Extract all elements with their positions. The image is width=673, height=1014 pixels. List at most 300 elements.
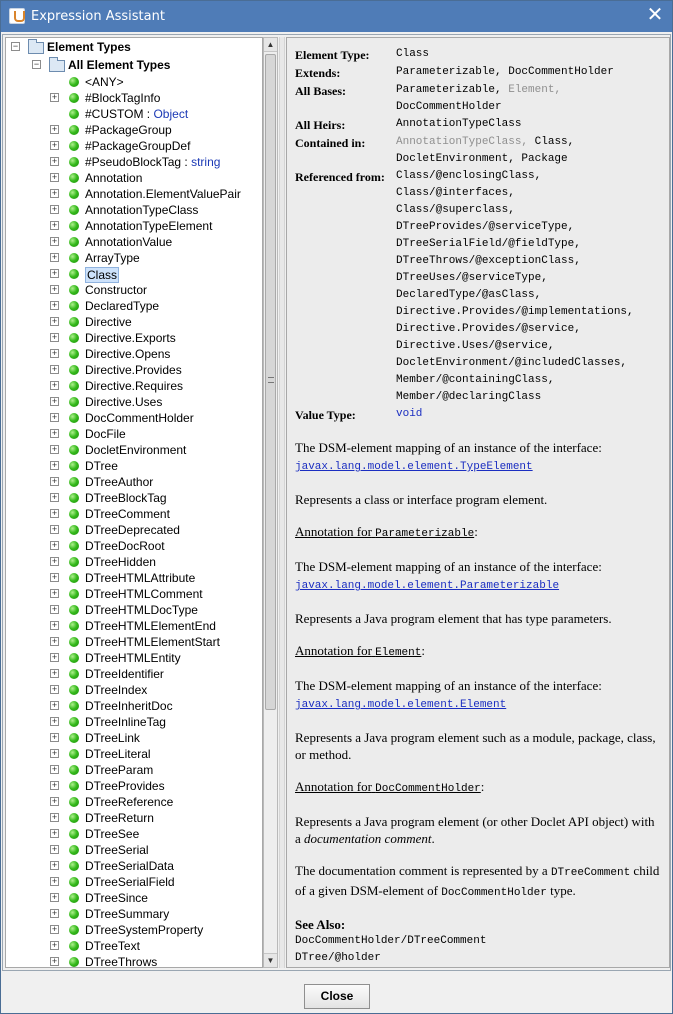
tree-item-label[interactable] bbox=[85, 219, 212, 233]
referenced-from-item: Member/@declaringClass bbox=[396, 391, 542, 403]
green-dot-icon bbox=[69, 173, 79, 183]
tree-item-label[interactable] bbox=[85, 779, 165, 793]
tree-item-label[interactable] bbox=[85, 619, 216, 633]
doc-comment-1: The documentation comment is represented by a bbox=[295, 863, 548, 878]
green-dot-icon bbox=[69, 93, 79, 103]
parameterizable-link[interactable]: javax.lang.model.element.Parameterizable bbox=[295, 580, 560, 592]
green-dot-icon bbox=[69, 253, 79, 263]
tree-item-label[interactable] bbox=[85, 475, 153, 489]
tree-item-label[interactable]: #PseudoBlockTag : string bbox=[85, 155, 221, 169]
contained-in-c: DocletEnvironment, Package bbox=[396, 153, 568, 165]
tree-item[interactable] bbox=[6, 154, 262, 170]
tree-item-label[interactable] bbox=[85, 763, 153, 777]
doccommentholder-description bbox=[295, 813, 661, 847]
expand-icon[interactable]: + bbox=[51, 764, 58, 774]
expand-icon[interactable]: + bbox=[51, 716, 58, 726]
tree-item-text: DTreeDeprecated bbox=[85, 523, 180, 537]
expand-icon[interactable]: + bbox=[51, 524, 58, 534]
tree-item[interactable] bbox=[6, 922, 262, 938]
annotation-for-text: Annotation for bbox=[295, 524, 372, 539]
green-dot-icon bbox=[69, 301, 79, 311]
contained-in-key: Contained in: bbox=[295, 136, 366, 150]
tree-item-label[interactable] bbox=[85, 651, 181, 665]
element-type-tree[interactable] bbox=[5, 37, 263, 968]
element-link[interactable]: javax.lang.model.element.Element bbox=[295, 699, 507, 711]
green-dot-icon bbox=[69, 429, 79, 439]
tree-item[interactable] bbox=[6, 474, 262, 490]
tree-item[interactable] bbox=[6, 250, 262, 266]
tree-item[interactable] bbox=[6, 650, 262, 666]
doc-comment-2: child of a given DSM-element of bbox=[295, 863, 660, 898]
tree-item-text: Directive.Uses bbox=[85, 395, 163, 409]
tree-item[interactable] bbox=[6, 826, 262, 842]
tree-item[interactable] bbox=[6, 74, 262, 90]
expand-icon[interactable]: + bbox=[51, 924, 58, 934]
see-also-link-1[interactable]: DocCommentHolder/DTreeComment bbox=[295, 935, 487, 947]
tree-item[interactable] bbox=[6, 234, 262, 250]
contained-in-b: Class, bbox=[534, 136, 575, 148]
tree-item-label[interactable] bbox=[85, 443, 186, 457]
tree-item[interactable] bbox=[6, 298, 262, 314]
tree-item[interactable] bbox=[6, 602, 262, 618]
all-bases-value bbox=[396, 82, 661, 116]
green-dot-icon bbox=[69, 621, 79, 631]
tree-item-label[interactable] bbox=[85, 571, 195, 585]
expand-icon[interactable]: + bbox=[51, 556, 58, 566]
expand-icon[interactable]: + bbox=[51, 572, 58, 582]
green-dot-icon bbox=[69, 893, 79, 903]
tree-item[interactable] bbox=[6, 362, 262, 378]
tree-scrollbar[interactable] bbox=[263, 37, 278, 968]
tree-item[interactable] bbox=[6, 906, 262, 922]
split-pane-divider[interactable] bbox=[279, 37, 285, 968]
expand-icon[interactable]: + bbox=[51, 812, 58, 822]
tree-item-label[interactable] bbox=[85, 603, 198, 617]
tree-item-label[interactable] bbox=[85, 827, 139, 841]
green-dot-icon bbox=[69, 381, 79, 391]
expand-icon[interactable]: + bbox=[51, 508, 58, 518]
tree-item-label[interactable] bbox=[85, 683, 147, 697]
contained-in-a: AnnotationTypeClass, bbox=[396, 136, 529, 148]
expand-icon[interactable]: + bbox=[51, 652, 58, 662]
tree-item-text: DTreeHTMLEntity bbox=[85, 651, 181, 665]
tree-item[interactable] bbox=[6, 314, 262, 330]
contained-in-value bbox=[396, 134, 661, 168]
tree-item-label[interactable] bbox=[85, 699, 173, 713]
tree-item-label[interactable] bbox=[85, 747, 151, 761]
expand-icon[interactable]: + bbox=[51, 124, 58, 134]
mapping-text-parameterizable bbox=[295, 558, 661, 595]
dch-desc-1: Represents a Java program element (or other Doclet API object) with a bbox=[295, 814, 655, 846]
tree-item[interactable] bbox=[6, 634, 262, 650]
mapping-text-label: The DSM-element mapping of an instance of the interface: bbox=[295, 678, 602, 693]
green-dot-icon bbox=[69, 445, 79, 455]
green-dot-icon bbox=[69, 669, 79, 679]
green-dot-icon bbox=[69, 189, 79, 199]
green-dot-icon bbox=[69, 717, 79, 727]
tree-item[interactable] bbox=[6, 394, 262, 410]
tree-item-type: string bbox=[191, 155, 221, 169]
tree-item-text: AnnotationTypeClass bbox=[85, 203, 199, 217]
green-dot-icon bbox=[69, 925, 79, 935]
tree-item[interactable] bbox=[6, 218, 262, 234]
expand-icon[interactable]: + bbox=[51, 156, 58, 166]
expand-icon[interactable]: + bbox=[51, 684, 58, 694]
doc-comment-code1: DTreeComment bbox=[550, 867, 631, 879]
tree-item-type: Object bbox=[153, 107, 189, 121]
expand-icon[interactable]: + bbox=[51, 268, 58, 278]
green-dot-icon bbox=[69, 477, 79, 487]
java-app-icon bbox=[9, 8, 25, 24]
tree-item-text: DeclaredType bbox=[85, 299, 160, 313]
expand-icon[interactable]: + bbox=[51, 236, 58, 246]
tree-item[interactable] bbox=[6, 746, 262, 762]
tree-item-label[interactable] bbox=[85, 491, 167, 505]
tree-item-label[interactable] bbox=[85, 315, 132, 329]
tree-item-text: Directive bbox=[85, 315, 132, 329]
expand-icon[interactable]: + bbox=[51, 860, 58, 870]
tree-item-label[interactable] bbox=[85, 539, 165, 553]
tree-items bbox=[6, 74, 262, 968]
tree-item-text: #CUSTOM bbox=[85, 107, 144, 121]
tree-item-text: DTreeHTMLDocType bbox=[85, 603, 198, 617]
referenced-from-item: DTreeProvides/@serviceType, bbox=[396, 221, 575, 233]
tree-item-text: #PackageGroupDef bbox=[85, 139, 191, 153]
expand-icon[interactable]: + bbox=[51, 300, 58, 310]
close-icon[interactable]: ✕ bbox=[646, 4, 664, 26]
green-dot-icon bbox=[69, 813, 79, 823]
tree-item-text: Annotation bbox=[85, 171, 143, 185]
tree-item-label[interactable] bbox=[85, 587, 203, 601]
tree-item[interactable] bbox=[6, 378, 262, 394]
expand-icon[interactable]: + bbox=[51, 604, 58, 614]
expand-icon[interactable]: + bbox=[51, 828, 58, 838]
tree-item-text: DTreeIndex bbox=[85, 683, 148, 697]
tree-item-label[interactable] bbox=[85, 955, 157, 968]
tree-item-text: DocletEnvironment bbox=[85, 443, 187, 457]
expand-icon[interactable]: + bbox=[51, 428, 58, 438]
tree-item-text: #PackageGroup bbox=[85, 123, 172, 137]
tree-item-text: #PseudoBlockTag bbox=[85, 155, 182, 169]
tree-root-label[interactable]: Element Types bbox=[47, 40, 131, 54]
green-dot-icon bbox=[69, 125, 79, 135]
expand-icon[interactable]: + bbox=[51, 492, 58, 502]
green-dot-icon bbox=[69, 685, 79, 695]
tree-item[interactable] bbox=[6, 170, 262, 186]
tree-item-label[interactable] bbox=[85, 331, 176, 345]
tree-item-label[interactable] bbox=[85, 459, 118, 473]
green-dot-icon bbox=[69, 653, 79, 663]
expand-icon[interactable]: + bbox=[51, 668, 58, 678]
tree-item-label[interactable] bbox=[85, 507, 170, 521]
tree-item-label[interactable] bbox=[85, 667, 164, 681]
close-button[interactable]: Close bbox=[304, 984, 370, 1009]
tree-item-text: AnnotationValue bbox=[85, 235, 173, 249]
tree-item[interactable] bbox=[6, 106, 262, 122]
main-content bbox=[2, 34, 671, 971]
tree-item[interactable] bbox=[6, 730, 262, 746]
tree-item[interactable] bbox=[6, 266, 262, 282]
tree-item-label[interactable] bbox=[85, 843, 149, 857]
expand-icon[interactable]: + bbox=[51, 908, 58, 918]
tree-item-label[interactable] bbox=[85, 363, 182, 377]
expand-icon[interactable]: + bbox=[51, 172, 58, 182]
tree-group-label[interactable]: All Element Types bbox=[68, 58, 171, 72]
expand-icon[interactable]: + bbox=[51, 348, 58, 358]
expand-icon[interactable]: + bbox=[51, 252, 58, 262]
expand-icon[interactable]: + bbox=[51, 188, 58, 198]
tree-item-label[interactable] bbox=[85, 427, 126, 441]
expand-icon[interactable]: + bbox=[51, 396, 58, 406]
tree-item-text: ArrayType bbox=[85, 251, 140, 265]
expand-icon[interactable]: + bbox=[51, 140, 58, 150]
expand-icon[interactable]: + bbox=[51, 316, 58, 326]
referenced-from-item: DTreeSerialField/@fieldType, bbox=[396, 238, 581, 250]
tree-item[interactable] bbox=[6, 490, 262, 506]
expand-icon[interactable]: + bbox=[51, 540, 58, 550]
green-dot-icon bbox=[69, 861, 79, 871]
tree-item-text: DTreeAuthor bbox=[85, 475, 154, 489]
tree-item-label[interactable] bbox=[85, 859, 174, 873]
expand-icon[interactable]: + bbox=[51, 332, 58, 342]
green-dot-icon bbox=[69, 829, 79, 839]
tree-item-label[interactable] bbox=[85, 395, 162, 409]
expand-icon[interactable]: + bbox=[51, 444, 58, 454]
tree-item[interactable] bbox=[6, 954, 262, 968]
tree-item[interactable] bbox=[6, 538, 262, 554]
annotation-parameterizable-heading: Annotation for Parameterizable: bbox=[295, 524, 478, 540]
value-type-value: void bbox=[396, 408, 423, 420]
tree-item-text: Directive.Exports bbox=[85, 331, 176, 345]
expand-icon[interactable]: + bbox=[51, 220, 58, 230]
tree-item-label[interactable] bbox=[85, 123, 172, 137]
folder-icon bbox=[28, 42, 44, 54]
tree-item[interactable] bbox=[6, 698, 262, 714]
all-heirs-key: All Heirs: bbox=[295, 118, 346, 132]
tree-item[interactable] bbox=[6, 458, 262, 474]
tree-item-text: DocFile bbox=[85, 427, 126, 441]
expand-icon[interactable]: + bbox=[51, 92, 58, 102]
tree-item-label[interactable] bbox=[85, 187, 241, 201]
tree-item-text: DTreeSystemProperty bbox=[85, 923, 204, 937]
tree-item[interactable] bbox=[6, 506, 262, 522]
tree-item-label[interactable] bbox=[85, 523, 180, 537]
referenced-from-key: Referenced from: bbox=[295, 170, 385, 184]
tree-item[interactable] bbox=[6, 426, 262, 442]
tree-item[interactable] bbox=[6, 186, 262, 202]
tree-item-text: DTreeBlockTag bbox=[85, 491, 167, 505]
tree-item-label[interactable] bbox=[85, 235, 172, 249]
tree-item[interactable] bbox=[6, 858, 262, 874]
tree-item-text: DTreeHTMLElementStart bbox=[85, 635, 220, 649]
expand-icon[interactable]: + bbox=[51, 284, 58, 294]
all-bases-b: Element, bbox=[508, 84, 562, 96]
tree-item-text: DTreeLink bbox=[85, 731, 140, 745]
tree-item-label[interactable] bbox=[85, 91, 160, 105]
expand-icon[interactable]: + bbox=[51, 700, 58, 710]
referenced-from-item: Class/@interfaces, bbox=[396, 187, 515, 199]
tree-item[interactable] bbox=[6, 874, 262, 890]
expand-icon[interactable]: + bbox=[51, 956, 58, 966]
tree-item[interactable] bbox=[6, 794, 262, 810]
tree-item-label[interactable] bbox=[85, 875, 175, 889]
tree-item-label[interactable] bbox=[85, 139, 190, 153]
scroll-up-icon[interactable]: ▲ bbox=[264, 38, 277, 52]
green-dot-icon bbox=[69, 109, 79, 119]
expand-icon[interactable]: + bbox=[51, 780, 58, 790]
tree-item-label[interactable] bbox=[85, 795, 173, 809]
parameterizable-description: Represents a Java program element that has type parameters. bbox=[295, 611, 612, 626]
expand-icon[interactable]: + bbox=[51, 844, 58, 854]
tree-item[interactable] bbox=[6, 666, 262, 682]
green-dot-icon bbox=[69, 365, 79, 375]
green-dot-icon bbox=[69, 205, 79, 215]
tree-item[interactable] bbox=[6, 522, 262, 538]
green-dot-icon bbox=[69, 749, 79, 759]
referenced-from-item: Member/@containingClass, bbox=[396, 374, 555, 386]
tree-item-text: DTree bbox=[85, 459, 118, 473]
tree-item-label[interactable] bbox=[85, 923, 203, 937]
referenced-from-item: Directive.Uses/@service, bbox=[396, 340, 555, 352]
tree-item-text: #BlockTagInfo bbox=[85, 91, 161, 105]
tree-item[interactable] bbox=[6, 938, 262, 954]
scroll-down-icon[interactable]: ▼ bbox=[264, 953, 277, 967]
green-dot-icon bbox=[69, 957, 79, 967]
expand-icon[interactable]: + bbox=[51, 620, 58, 630]
value-type-key: Value Type: bbox=[295, 408, 356, 422]
tree-item-label[interactable] bbox=[85, 411, 194, 425]
green-dot-icon bbox=[69, 797, 79, 807]
tree-item[interactable] bbox=[6, 282, 262, 298]
tree-item[interactable] bbox=[6, 586, 262, 602]
dch-desc-end: . bbox=[431, 831, 435, 846]
tree-item[interactable] bbox=[6, 618, 262, 634]
tree-item-label[interactable] bbox=[85, 267, 119, 283]
tree-item-label[interactable] bbox=[85, 75, 124, 89]
tree-item-label[interactable] bbox=[85, 907, 169, 921]
expand-icon[interactable]: + bbox=[51, 876, 58, 886]
collapse-group-icon[interactable]: − bbox=[33, 59, 40, 69]
element-name: Element bbox=[375, 647, 422, 659]
expand-icon[interactable]: + bbox=[51, 636, 58, 646]
collapse-root-icon[interactable]: − bbox=[12, 41, 19, 51]
tree-item-text: Class bbox=[87, 268, 118, 282]
expand-icon[interactable]: + bbox=[51, 476, 58, 486]
parameterizable-name: Parameterizable bbox=[375, 528, 475, 540]
green-dot-icon bbox=[69, 461, 79, 471]
annotation-element-heading: Annotation for Element: bbox=[295, 643, 425, 659]
tree-item[interactable] bbox=[6, 842, 262, 858]
tree-item-label[interactable] bbox=[85, 299, 159, 313]
tree-item-label[interactable] bbox=[85, 203, 198, 217]
tree-item-label[interactable] bbox=[85, 731, 140, 745]
scroll-thumb[interactable] bbox=[265, 54, 276, 710]
tree-item[interactable] bbox=[6, 138, 262, 154]
tree-item-text: DTreeReference bbox=[85, 795, 174, 809]
tree-item[interactable] bbox=[6, 890, 262, 906]
expand-icon[interactable]: + bbox=[51, 892, 58, 902]
tree-item[interactable] bbox=[6, 202, 262, 218]
doc-comment-code2: DocCommentHolder bbox=[441, 887, 547, 899]
expand-icon[interactable]: + bbox=[51, 460, 58, 470]
tree-item[interactable] bbox=[6, 778, 262, 794]
green-dot-icon bbox=[69, 941, 79, 951]
referenced-from-item: DeclaredType/@asClass, bbox=[396, 289, 542, 301]
see-also-link-2[interactable]: DTree/@holder bbox=[295, 952, 381, 964]
expand-icon[interactable]: + bbox=[51, 796, 58, 806]
expand-icon[interactable]: + bbox=[51, 588, 58, 598]
tree-item[interactable] bbox=[6, 714, 262, 730]
tree-item[interactable] bbox=[6, 810, 262, 826]
tree-item-text: DTreeHTMLElementEnd bbox=[85, 619, 216, 633]
tree-item-label[interactable] bbox=[85, 635, 220, 649]
tree-item-label[interactable] bbox=[85, 939, 140, 953]
all-bases-key: All Bases: bbox=[295, 84, 346, 98]
green-dot-icon bbox=[69, 509, 79, 519]
tree-item-text: DTreeDocRoot bbox=[85, 539, 165, 553]
green-dot-icon bbox=[69, 541, 79, 551]
expand-icon[interactable]: + bbox=[51, 380, 58, 390]
green-dot-icon bbox=[69, 333, 79, 343]
tree-item-label[interactable] bbox=[85, 715, 166, 729]
expand-icon[interactable]: + bbox=[51, 364, 58, 374]
tree-item-text: DTreeLiteral bbox=[85, 747, 151, 761]
tree-item[interactable] bbox=[6, 90, 262, 106]
tree-item[interactable] bbox=[6, 570, 262, 586]
tree-item[interactable] bbox=[6, 346, 262, 362]
expand-icon[interactable]: + bbox=[51, 732, 58, 742]
referenced-from-item: DTreeUses/@serviceType, bbox=[396, 272, 548, 284]
tree-item[interactable] bbox=[6, 330, 262, 346]
mapping-text-label: The DSM-element mapping of an instance of the interface: bbox=[295, 559, 602, 574]
tree-item-label[interactable] bbox=[85, 251, 140, 265]
green-dot-icon bbox=[69, 221, 79, 231]
tree-item-label[interactable] bbox=[85, 283, 147, 297]
green-dot-icon bbox=[69, 349, 79, 359]
tree-item[interactable] bbox=[6, 554, 262, 570]
tree-item-label[interactable] bbox=[85, 555, 156, 569]
green-dot-icon bbox=[69, 77, 79, 87]
see-also-heading: See Also: bbox=[295, 917, 346, 932]
tree-item-label[interactable]: #CUSTOM : Object bbox=[85, 107, 189, 121]
tree-item[interactable] bbox=[6, 762, 262, 778]
tree-item-text: DTreeSee bbox=[85, 827, 140, 841]
tree-item-label[interactable] bbox=[85, 379, 183, 393]
tree-item-text: DTreeInlineTag bbox=[85, 715, 166, 729]
tree-item-label[interactable] bbox=[85, 347, 170, 361]
typeelement-link[interactable]: javax.lang.model.element.TypeElement bbox=[295, 461, 533, 473]
tree-item[interactable] bbox=[6, 682, 262, 698]
dialog-footer bbox=[1, 973, 672, 1013]
tree-item-label[interactable] bbox=[85, 891, 148, 905]
tree-item-text: DTreeSerialField bbox=[85, 875, 175, 889]
tree-item-text: DTreeReturn bbox=[85, 811, 154, 825]
green-dot-icon bbox=[69, 781, 79, 791]
tree-item[interactable] bbox=[6, 122, 262, 138]
tree-item[interactable] bbox=[6, 410, 262, 426]
tree-item-label[interactable] bbox=[85, 811, 154, 825]
green-dot-icon bbox=[69, 605, 79, 615]
tree-item-text: Annotation.ElementValuePair bbox=[85, 187, 241, 201]
window-title: Expression Assistant bbox=[31, 9, 165, 24]
tree-item-label[interactable] bbox=[85, 171, 142, 185]
expand-icon[interactable]: + bbox=[51, 748, 58, 758]
expand-icon[interactable]: + bbox=[51, 412, 58, 422]
tree-item[interactable] bbox=[6, 442, 262, 458]
green-dot-icon bbox=[69, 573, 79, 583]
expand-icon[interactable]: + bbox=[51, 204, 58, 214]
expand-icon[interactable]: + bbox=[51, 940, 58, 950]
